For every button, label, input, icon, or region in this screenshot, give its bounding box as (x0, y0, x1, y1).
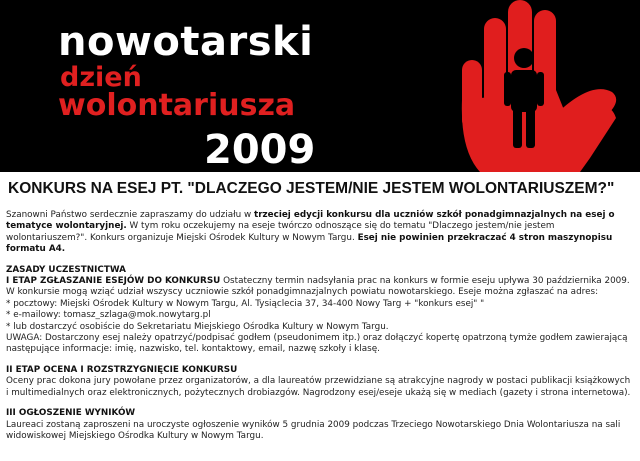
address-personal: * lub dostarczyć osobiście do Sekretariatu Miejskiego Ośrodka Kultury w Nowym Targu. (6, 321, 389, 332)
rules-title: ZASADY UCZESTNICTWA (6, 264, 126, 275)
banner-title-line2: dzień (60, 62, 142, 93)
page-title: KONKURS NA ESEJ PT. "DLACZEGO JESTEM/NIE JESTEM WOLONTARIUSZEM?" (8, 180, 615, 197)
raised-hand-icon (440, 0, 640, 172)
stage1-text: Ostateczny termin nadsyłania prac na konkurs w formie eseju upływa 30 października 2009. W konkursie mogą wziąć udział wszyscy uczniowie szkół ponadgimnazjalnych powiatu nowotarskiego. Eseje można zgłaszać na adres: (6, 276, 630, 298)
intro-paragraph (6, 210, 634, 256)
stage2-title: II ETAP OCENA I ROZSTRZYGNIĘCIE KONKURSU (6, 364, 238, 375)
intro-text: Szanowni Państwo serdecznie zapraszamy do udziału w (6, 210, 254, 220)
address-email: * e-mailowy: tomasz_szlaga@mok.nowytarg.pl (6, 310, 211, 321)
banner-year: 2009 (204, 127, 316, 172)
header-banner (0, 0, 640, 172)
stage3-title: III OGŁOSZENIE WYNIKÓW (6, 408, 136, 419)
intro-bold-text: trzeciej edycji konkursu dla uczniów szkół ponadgimnazjalnych na esej o tematyce wolontaryjnej. (6, 210, 615, 232)
banner-title-line1: nowotarski (58, 19, 314, 65)
stage1-paragraph (6, 276, 634, 299)
stage2-text: Oceny prac dokona jury powołane przez organizatorów, a dla laureatów przewidziane są atrakcyjne nagrody w postaci publikacji książkowych i multimedialnych oraz elektronicznych, pożytecznych drobiazgów. Nagrodzony esej/eseje ukażą się w mediach (gazety i strona internetowa). (6, 376, 631, 398)
stage1-title: I ETAP ZGŁASZANIE ESEJÓW DO KONKURSU (6, 276, 221, 287)
note-paragraph: UWAGA: Dostarczony esej należy opatrzyć/podpisać godłem (pseudonimem itp.) oraz dołączyć kopertę opatrzoną tymże godłem zawierającą następujące informacje: imię, nazwisko, tel. kontaktowy, email, nazwę szkoły i klasę. (6, 333, 628, 355)
intro-text-cont: W tym roku oczekujemy na eseje twórczo odnoszące się do tematu "Dlaczego jestem/nie jestem wolontariuszem?". Konkurs organizuje Miejski Ośrodek Kultury w Nowym Targu. (6, 221, 555, 243)
address-postal: * pocztowy: Miejski Ośrodek Kultury w Nowym Targu, Al. Tysiąclecia 37, 34-400 Nowy Targ + "konkurs esej" " (6, 298, 485, 309)
stage3-text: Laureaci zostaną zaproszeni na uroczyste ogłoszenie wyników 5 grudnia 2009 podczas Trzeciego Nowotarskiego Dnia Wolontariusza na sali widowiskowej Miejskiego Ośrodka Kultury w Nowym Targu. (6, 419, 621, 441)
banner-title-line3: wolontariusza (58, 88, 296, 123)
article-body (6, 210, 634, 442)
intro-bold-limit: Esej nie powinien przekraczać 4 stron maszynopisu formatu A4. (6, 232, 613, 255)
